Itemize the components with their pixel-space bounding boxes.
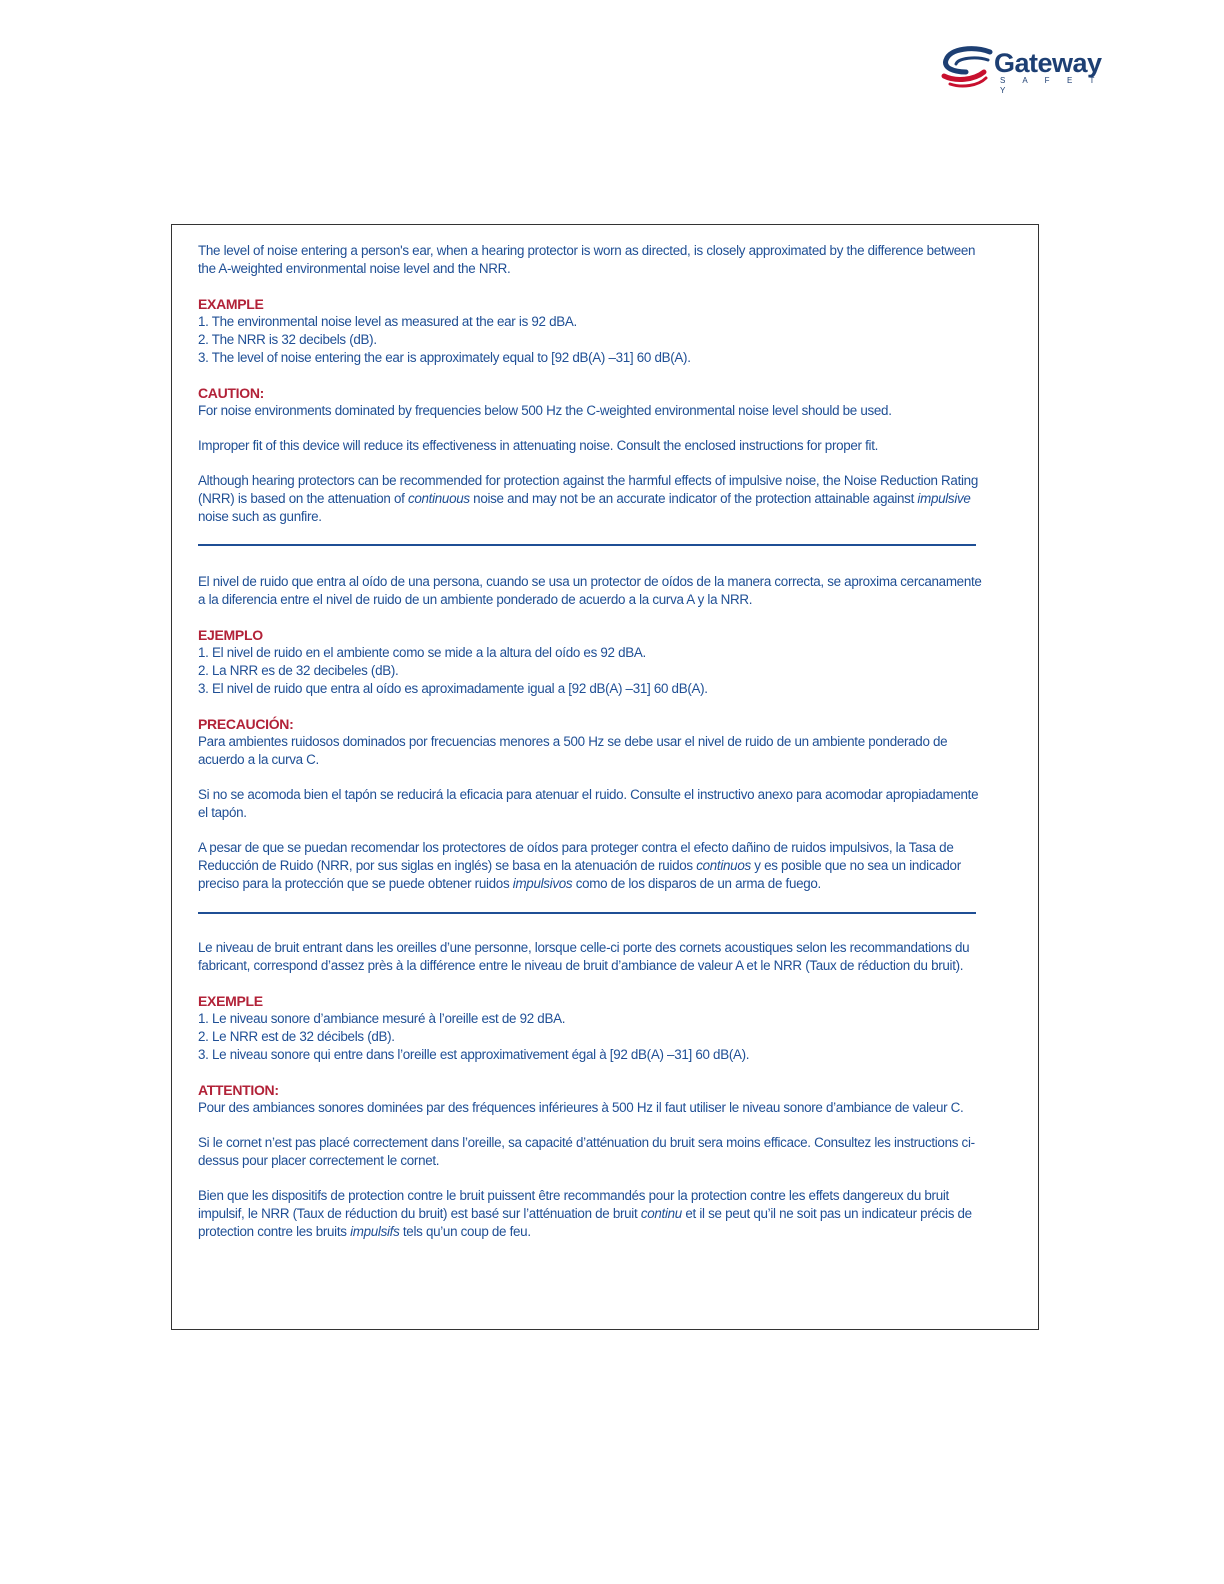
fit-text: Si le cornet n’est pas placé correctement dans l’oreille, sa capacité d’atténuation du bruit sera moins efficace. Consultez les instructions ci-dessus pour placer correctement le cornet. bbox=[198, 1135, 975, 1168]
caution-text: Para ambientes ruidosos dominados por frecuencias menores a 500 Hz se debe usar el nivel de ruido de un ambiente ponderado de acuerdo a la curva C. bbox=[198, 734, 948, 767]
fit-text: Improper fit of this device will reduce its effectiveness in attenuating noise. Consult the enclosed instructions for proper fit. bbox=[198, 438, 879, 453]
fit-text: Si no se acomoda bien el tapón se reducirá la eficacia para atenuar el ruido. Consulte el instructivo anexo para acomodar apropiadamente el tapón. bbox=[198, 787, 979, 820]
caution-text: For noise environments dominated by frequencies below 500 Hz the C-weighted environmental noise level should be used. bbox=[198, 403, 892, 418]
example-item: 2. The NRR is 32 decibels (dB). bbox=[198, 332, 377, 347]
example-heading: EJEMPLO bbox=[198, 627, 263, 643]
example-item: 1. El nivel de ruido en el ambiente como se mide a la altura del oído es 92 dBA. bbox=[198, 645, 646, 660]
impulse-text: A pesar de que se puedan recomendar los protectores de oídos para proteger contra el efecto dañino de ruidos impulsivos, la Tasa de Reducción de Ruido (NRR, por sus siglas en inglés) se basa en la atenuación de ruidos continuos y es posible que no sea un indicador preciso para la protección que se puede obtener ruidos impulsivos como de los disparos de un arma de fuego. bbox=[198, 840, 961, 891]
section-divider bbox=[198, 544, 976, 546]
impulse-text: Bien que les dispositifs de protection contre le bruit puissent être recommandés pour la protection contre les effets dangereux du bruit impulsif, le NRR (Taux de réduction du bruit) est basé sur l’atténuation de bruit continu et il se peut qu’il ne soit pas un indicateur précis de protection contre les bruits impulsifs tels qu’un coup de feu. bbox=[198, 1188, 972, 1239]
caution-heading: PRECAUCIÓN: bbox=[198, 716, 294, 732]
nrr-notice-box bbox=[171, 224, 1039, 1330]
gateway-safety-logo bbox=[940, 46, 1120, 95]
spanish-section bbox=[198, 573, 988, 893]
section-divider bbox=[198, 912, 976, 914]
example-item: 3. El nivel de ruido que entra al oído es aproximadamente igual a [92 dB(A) –31] 60 dB(A). bbox=[198, 681, 708, 696]
impulse-text: Although hearing protectors can be recommended for protection against the harmful effects of impulsive noise, the Noise Reduction Rating (NRR) is based on the attenuation of continuous noise and may not be an accurate indicator of the protection attainable against impulsive noise such as gunfire. bbox=[198, 473, 978, 524]
gateway-swoosh-icon bbox=[940, 46, 996, 88]
caution-heading: CAUTION: bbox=[198, 385, 265, 401]
example-item: 2. Le NRR est de 32 décibels (dB). bbox=[198, 1029, 395, 1044]
example-item: 1. The environmental noise level as measured at the ear is 92 dBA. bbox=[198, 314, 577, 329]
example-item: 3. The level of noise entering the ear is approximately equal to [92 dB(A) –31] 60 dB(A). bbox=[198, 350, 691, 365]
caution-heading: ATTENTION: bbox=[198, 1082, 279, 1098]
english-section bbox=[198, 242, 988, 526]
example-heading: EXAMPLE bbox=[198, 296, 264, 312]
example-item: 2. La NRR es de 32 decibeles (dB). bbox=[198, 663, 399, 678]
example-item: 3. Le niveau sonore qui entre dans l’oreille est approximativement égal à [92 dB(A) –31] 60 dB(A). bbox=[198, 1047, 750, 1062]
intro-text: The level of noise entering a person's ear, when a hearing protector is worn as directed, is closely approximated by the difference between the A-weighted environmental noise level and the NRR. bbox=[198, 243, 976, 276]
intro-text: El nivel de ruido que entra al oído de una persona, cuando se usa un protector de oídos de la manera correcta, se aproxima cercanamente a la diferencia entre el nivel de ruido de un ambiente ponderado de acuerdo a la curva A y la NRR. bbox=[198, 574, 982, 607]
logo-wordmark: Gateway bbox=[994, 48, 1102, 78]
example-heading: EXEMPLE bbox=[198, 993, 263, 1009]
french-section bbox=[198, 939, 988, 1241]
example-item: 1. Le niveau sonore d’ambiance mesuré à l’oreille est de 92 dBA. bbox=[198, 1011, 566, 1026]
caution-text: Pour des ambiances sonores dominées par des fréquences inférieures à 500 Hz il faut utiliser le niveau sonore d’ambiance de valeur C. bbox=[198, 1100, 964, 1115]
intro-text: Le niveau de bruit entrant dans les oreilles d’une personne, lorsque celle-ci porte des cornets acoustiques selon les recommandations du fabricant, correspond d’assez près à la différence entre le niveau de bruit d’ambiance de valeur A et le NRR (Taux de réduction du bruit). bbox=[198, 940, 970, 973]
logo-subtitle: S A F E T Y bbox=[1000, 76, 1102, 95]
